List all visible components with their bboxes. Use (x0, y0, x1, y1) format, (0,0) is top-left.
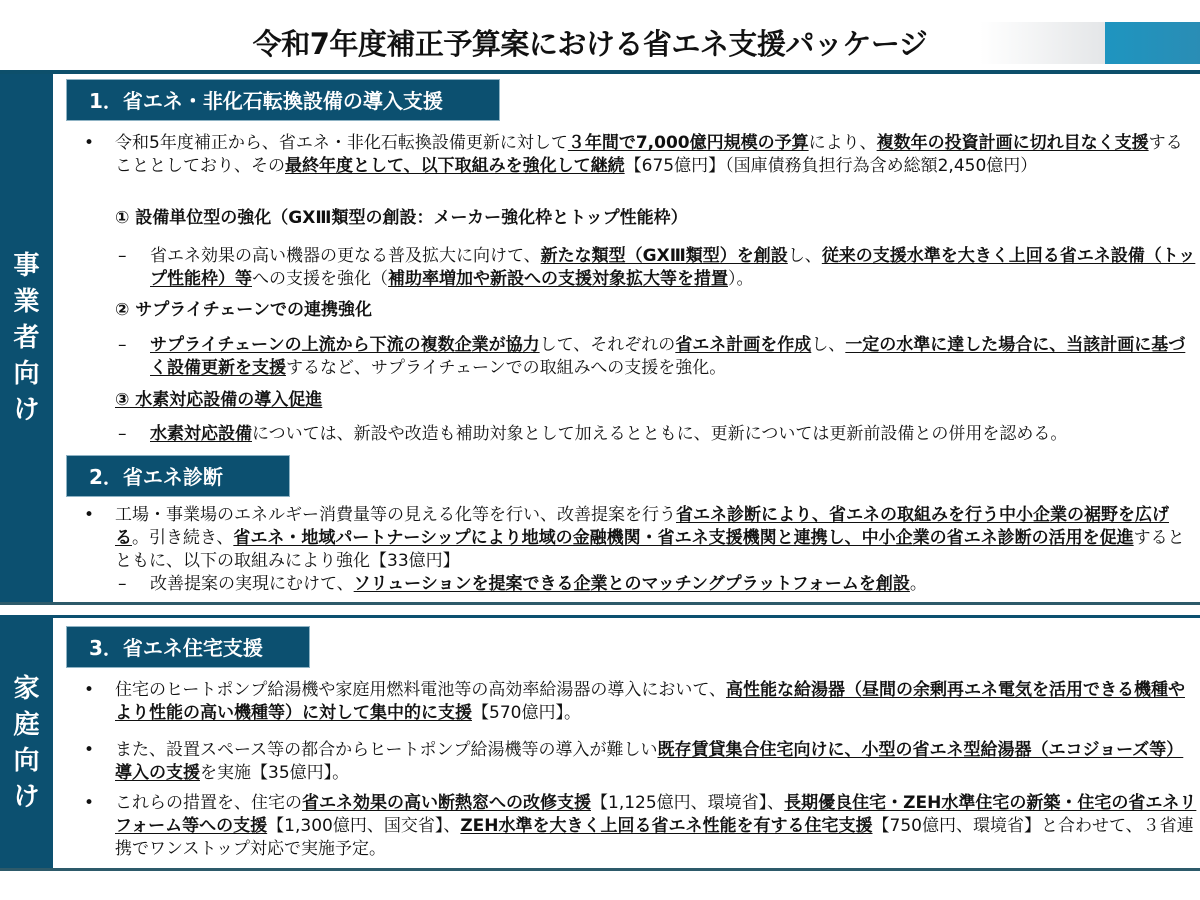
title-decoration-gradient (980, 22, 1105, 64)
side-char: け (13, 395, 40, 425)
body-text: 【1,300億円、国交省】、 (267, 816, 461, 836)
body-text: 。 (909, 574, 927, 594)
body-text: については、新設や改造も補助対象として加えるとともに、更新については更新前設備との併用を認める。 (252, 424, 1068, 444)
emphasis-text: 省エネ計画を作成 (675, 335, 812, 355)
section-1-bullet (115, 132, 1197, 178)
subsection-1-text (150, 245, 1198, 291)
page-title: 令和7年度補正予算案における省エネ支援パッケージ (252, 27, 928, 61)
emphasis-text: 補助率増加や新設への支援対象拡大等を措置 (388, 269, 728, 289)
section-2-dash (150, 573, 1198, 596)
body-text: 【675億円】（国庫債務負担行為含め総額2,450億円） (624, 156, 1038, 176)
section-3-heading: 3．省エネ住宅支援 (66, 626, 310, 668)
emphasis-text: 高性能な給湯器（昼間の余剰再エネ電気を活用できる機種やより性能の高い機種等）に対して集中的に支援 (115, 680, 1185, 723)
body-text: により、 (808, 133, 877, 153)
panel-divider (0, 615, 1200, 618)
body-text: 令和5年度補正から、省エネ・非化石転換設備更新に対して (115, 133, 568, 153)
body-text: して、それぞれの (539, 335, 676, 355)
side-char: 向 (13, 746, 40, 776)
body-text: 。引き続き、 (132, 528, 234, 548)
emphasis-text: 複数年の投資計画に切れ目なく支援 (876, 133, 1149, 153)
body-text: 住宅のヒートポンプ給湯機や家庭用燃料電池等の高効率給湯器の導入において、 (115, 680, 726, 700)
emphasis-text: 長期優良住宅・ZEH水準住宅の新築・住宅の省エネリフォーム等への支援 (115, 793, 1197, 836)
side-char: 事 (13, 251, 40, 281)
body-text: 工場・事業場のエネルギー消費量等の見える化等を行い、改善提案を行う (115, 505, 676, 525)
household-side-label (0, 618, 53, 868)
emphasis-text: 最終年度として、以下取組みを強化して継続 (285, 156, 625, 176)
body-text: ）。 (728, 269, 754, 289)
body-text: 【1,125億円、環境省】、 (591, 793, 785, 813)
section-1-heading: 1．省エネ・非化石転換設備の導入支援 (66, 79, 500, 121)
dash-icon: – (118, 424, 127, 444)
body-text: 【570億円】。 (472, 703, 581, 723)
section-3-bullet-1 (115, 679, 1197, 725)
emphasis-text: 新たな類型（GXⅢ類型）を創設 (540, 246, 788, 266)
emphasis-text: ３年間で7,000億円規模の予算 (567, 133, 809, 153)
emphasis-text: 水素対応設備 (150, 424, 252, 444)
business-side-label (0, 74, 53, 602)
body-text: し、 (811, 335, 846, 355)
body-text: これらの措置を、住宅の (115, 793, 302, 813)
bullet-icon: • (84, 740, 95, 760)
section-3-bullet-3 (115, 792, 1197, 861)
emphasis-text: 省エネ・地域パートナーシップにより地域の金融機関・省エネ支援機関と連携し、中小企業の省エネ診断の活用を促進 (233, 528, 1134, 548)
side-char: 家 (13, 674, 40, 704)
dash-icon: – (118, 335, 127, 355)
side-char: け (13, 782, 40, 812)
body-text: への支援を強化（ (252, 269, 388, 289)
dash-icon: – (118, 574, 127, 594)
subsection-1-heading: ① 設備単位型の強化（GXⅢ類型の創設：メーカー強化枠とトップ性能枠） (115, 208, 688, 228)
emphasis-text: 省エネ診断により、省エネの取組みを行う中小企業の裾野を広げる (115, 505, 1169, 548)
subsection-2-text (150, 334, 1198, 380)
bullet-icon: • (84, 680, 95, 700)
body-text: し、 (787, 246, 822, 266)
subsection-3-text (150, 423, 1198, 446)
bullet-icon: • (84, 793, 95, 813)
emphasis-text: ソリューションを提案できる企業とのマッチングプラットフォームを創設 (353, 574, 910, 594)
emphasis-text: 既存賃貸集合住宅向けに、小型の省エネ型給湯器（エコジョーズ等）導入の支援 (115, 740, 1184, 783)
emphasis-text: サプライチェーンの上流から下流の複数企業が協力 (150, 335, 540, 355)
body-text: することとしており、その (115, 133, 1183, 176)
section-2-heading: 2．省エネ診断 (66, 455, 290, 497)
side-char: 向 (13, 359, 40, 389)
body-text: 【750億円、環境省】と合わせて、３省連携でワンストップ対応で実施予定。 (115, 816, 1194, 859)
section-2-bullet (115, 504, 1197, 573)
emphasis-text: 従来の支援水準を大きく上回る省エネ設備（トップ性能枠）等 (150, 246, 1196, 289)
subsection-3-heading: ③ 水素対応設備の導入促進 (115, 390, 323, 410)
bullet-icon: • (84, 133, 95, 153)
subsection-2-heading: ② サプライチェーンでの連携強化 (115, 300, 372, 320)
body-text: するなど、サプライチェーンでの取組みへの支援を強化。 (286, 358, 727, 378)
bullet-icon: • (84, 505, 95, 525)
body-text: 省エネ効果の高い機器の更なる普及拡大に向けて、 (150, 246, 541, 266)
emphasis-text: 省エネ効果の高い断熱窓への改修支援 (302, 793, 591, 813)
section-3-bullet-2 (115, 739, 1197, 785)
title-decoration-blue (1105, 22, 1200, 64)
body-text: するとともに、以下の取組みにより強化【33億円】 (115, 528, 1185, 571)
body-text: を実施【35億円】。 (200, 763, 350, 783)
body-text: また、設置スペース等の都合からヒートポンプ給湯機等の導入が難しい (115, 740, 658, 760)
dash-icon: – (118, 246, 127, 266)
side-char: 庭 (13, 710, 40, 740)
side-char: 業 (13, 287, 40, 317)
emphasis-text: 一定の水準に達した場合に、当該計画に基づく設備更新を支援 (150, 335, 1186, 378)
side-char: 者 (13, 323, 40, 353)
body-text: 改善提案の実現にむけて、 (150, 574, 354, 594)
emphasis-text: ZEH水準を大きく上回る省エネ性能を有する住宅支援 (460, 816, 873, 836)
